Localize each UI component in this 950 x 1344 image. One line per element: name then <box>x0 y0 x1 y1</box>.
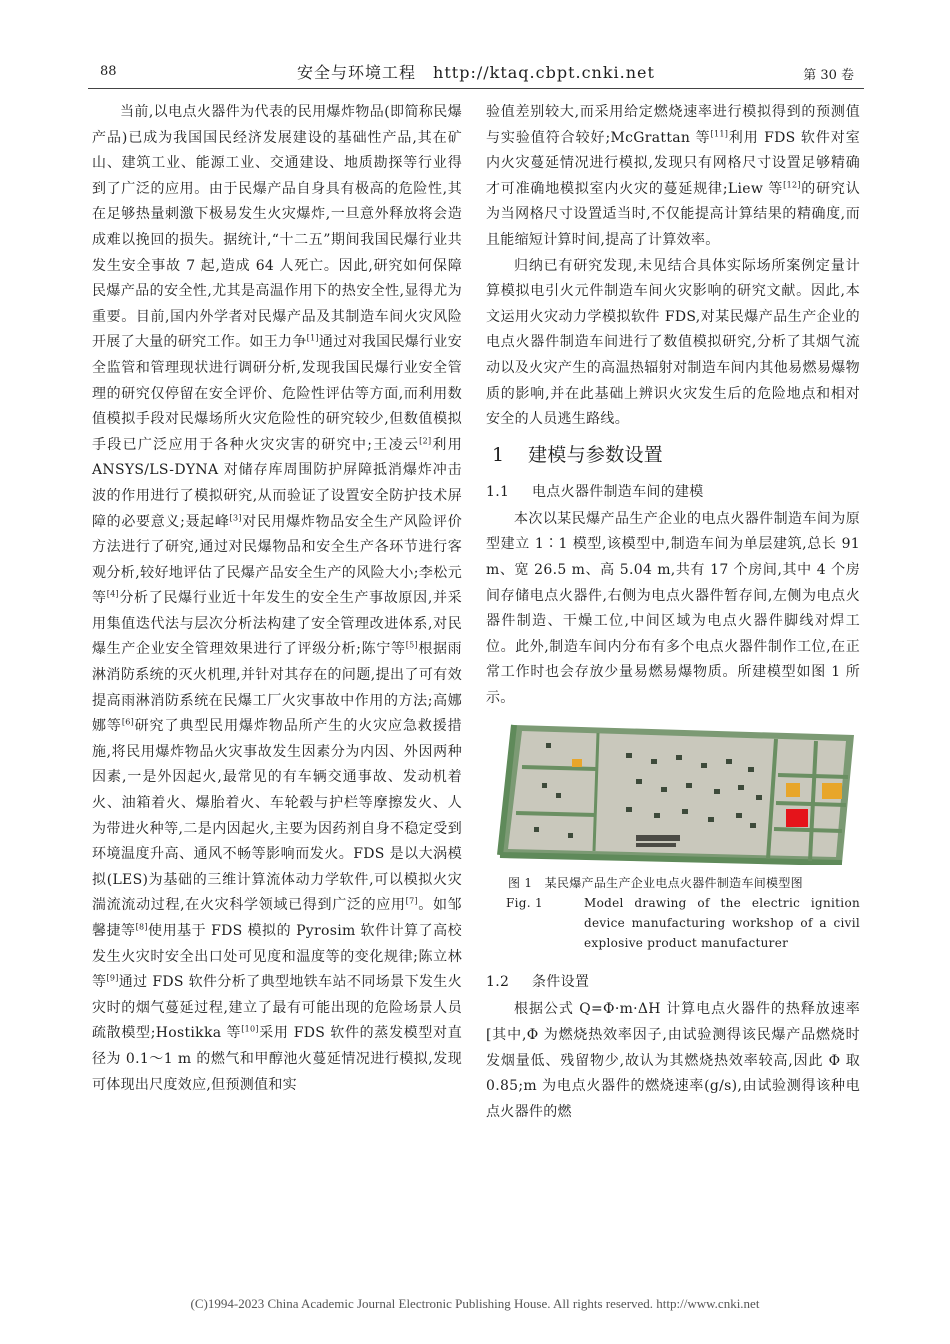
conveyor <box>636 835 680 841</box>
room-wall <box>774 829 842 831</box>
text-run: 通过对我国民爆行业安全监管和管理现状进行调研分析,发现我国民爆行业安全管理的研究仅停留在安全评价、危险性评估等方面,而利用数值模拟手段对民爆场所火灾危险性的研究较少,但数值模拟手段已广泛应用于各种火灾灾害的研究中;王凌云 <box>92 334 463 453</box>
citation-ref: [10] <box>241 1024 259 1034</box>
right-column <box>486 100 860 1125</box>
citation-ref: [11] <box>710 128 729 138</box>
workstation <box>542 783 547 788</box>
workstation <box>676 755 682 760</box>
header-rule <box>88 88 864 89</box>
section-heading <box>486 433 860 477</box>
text-run: 验值差别较大,而采用给定燃烧速率进行模拟得到的预测值与实验值符合较好;McGrattan 等 <box>486 104 860 146</box>
summary-paragraph: 归纳已有研究发现,未见结合具体实际场所案例定量计算模拟电引火元件制造车间火灾影响的研究文献。因此,本文运用火灾动力学模拟软件 FDS,对某民爆产品生产企业的电点火器件制造车间进行了数值模拟研究,分析了其烟气流动以及火灾产生的高温热辐射对制造车间内其他易燃易爆物质的影响,并在此基础上辨识火灾发生后的危险地点和相对安全的人员逃生路线。 <box>486 257 860 428</box>
text-run: 对民用爆炸物品安全生产风险评价方法进行了研究,通过对民爆物品和安全生产各环节进行客观分析,较好地评估了民爆产品安全生产的风险大小;李松元等 <box>92 513 463 607</box>
figure-caption-en-row <box>486 893 860 953</box>
workstation <box>748 767 754 772</box>
workstation <box>626 753 632 758</box>
section-title: 建模与参数设置 <box>528 443 664 466</box>
text-run: 通过 FDS 软件分析了典型地铁车站不同场景下发生火灾时的烟气蔓延过程,建立了最有可能出现的危险场景人员疏散模型;Hostikka 等 <box>92 974 462 1042</box>
room-wall <box>522 767 596 769</box>
workshop-model-figure <box>486 723 860 865</box>
workstation <box>701 763 707 768</box>
subsection-heading <box>486 477 860 507</box>
workstation <box>636 779 642 784</box>
journal-title: 安全与环境工程 http://ktaq.cbpt.cnki.net <box>297 63 655 82</box>
workstation <box>756 795 762 800</box>
citation-ref: [12] <box>783 180 801 190</box>
citation-ref: [5] <box>405 640 418 650</box>
volume-label: 第 30 卷 <box>803 68 854 83</box>
conditions-paragraph: 根据公式 Q=Φ·m·ΔH 计算电点火器件的热释放速率[其中,Φ 为燃烧热效率因子,由试验测得该民爆产品燃烧时发烟量低、残留物少,故认为其燃烧热效率较高,因此 Φ 取 0.85;m 为电点火器件的燃烧速率(g/s),由试验测得该种电点火器件的燃 <box>486 1001 860 1120</box>
workstation <box>534 827 539 832</box>
room-wall <box>778 775 848 777</box>
workstation <box>726 759 732 764</box>
subsection-heading <box>486 967 860 997</box>
workstation <box>750 823 756 828</box>
workstation <box>708 817 714 822</box>
workstation <box>651 759 657 764</box>
text-run: 当前,以电点火器件为代表的民用爆炸物品(即简称民爆产品)已成为我国国民经济发展建设的基础性产品,其在矿山、建筑工业、能源工业、交通建设、地质勘探等行业得到了广泛的应用。由于民爆产品自身具有极高的危险性,其在足够热量刺激下极易发生火灾爆炸,一旦意外释放将会造成难以挽回的损失。据统计,“十二五”期间我国民爆行业共发生安全事故 7 起,造成 64 人死亡。因此,研究如何保障民爆产品的安全性,尤其是高温作用下的热安全性,显得尤为重要。目前,国内外学者对民爆产品及其制造车间火灾风险开展了大量的研究工作。如王力争 <box>92 104 462 351</box>
intro-paragraph-continued <box>486 100 860 254</box>
text-run: 分析了民爆行业近十年发生的安全生产事故原因,并采用集值迭代法与层次分析法构建了安全管理改进体系,对民爆生产企业安全管理效果进行了评级分析;陈宁等 <box>92 590 462 658</box>
page-number: 88 <box>100 64 117 79</box>
workstation <box>686 783 692 788</box>
left-column <box>92 100 462 1098</box>
workstation <box>556 793 561 798</box>
model-paragraph: 本次以某民爆产品生产企业的电点火器件制造车间为原型建立 1∶1 模型,该模型中,制造车间为单层建筑,总长 91 m、宽 26.5 m、高 5.04 m,共有 17 个房间,其中 4 个房间存储电点火器件,右侧为电点火器件暂存间,左侧为电点火器件制造、干燥工位,中间区域为电点火器件脚线对焊工位。此外,制造车间内分布有多个电点火器件制作工位,在正常工作时也会存放少量易燃易爆物质。所建模型如图 1 所示。 <box>486 510 860 706</box>
workstation <box>682 809 688 814</box>
storage-box <box>572 759 582 767</box>
workstation <box>736 813 742 818</box>
subsection-number: 1.1 <box>486 483 510 500</box>
workstation <box>714 789 720 794</box>
conveyor <box>636 843 676 847</box>
figure-caption <box>486 873 860 953</box>
citation-ref: [9] <box>106 973 119 983</box>
text-run: 使用基于 FDS 模拟的 Pyrosim 软件计算了高校发生火灾时安全出口处可见度和温度等的变化规律;陈立林等 <box>92 923 462 991</box>
workstation <box>568 833 573 838</box>
citation-ref: [4] <box>106 589 119 599</box>
citation-ref: [3] <box>229 512 242 522</box>
text-run: 根据雨淋消防系统的灭火机理,并针对其存在的问题,提出了可有效提高雨淋消防系统在民爆工厂火灾事故中作用的方法;高娜娜等 <box>92 641 462 735</box>
workstation <box>654 813 660 818</box>
subsection-title: 电点火器件制造车间的建模 <box>532 483 704 500</box>
workstation <box>738 785 744 790</box>
copyright-footer: (C)1994-2023 China Academic Journal Electronic Publishing House. All rights reserved. http://www.cnki.net <box>190 1296 760 1311</box>
citation-ref: [7] <box>405 896 418 906</box>
text-run: 利用 FDS 软件对室内火灾蔓延情况进行模拟,发现只有网格尺寸设置足够精确才可准确地模拟室内火灾的蔓延规律;Liew 等 <box>486 129 860 197</box>
workstation <box>546 743 551 748</box>
text-run: 采用 FDS 软件的蒸发模型对直径为 0.1～1 m 的燃气和甲醇池火蔓延情况进行模拟,发现可体现出尺度效应,但预测值和实 <box>92 1025 463 1093</box>
citation-ref: [6] <box>121 717 135 727</box>
section-number: 1 <box>492 443 505 466</box>
room-wall <box>776 803 846 805</box>
text-run: 研究了典型民用爆炸物品所产生的火灾应急救援措施,将民用爆炸物品火灾事故发生因素分为内因、外因两种因素,一是外因起火,最常见的有车辆交通事故、发动机着火、油箱着火、爆胎着火、车轮毂与护栏等摩擦发火、人为带进火种等,二是内因起火,主要为因药剂自身不稳定受到环境温度升高、通风不畅等影响而发火。FDS 是以大涡模拟(LES)为基础的三维计算流体动力学软件,可以模拟火灾湍流流动过程,在火灾科学领域已得到广泛的应用 <box>92 718 462 914</box>
intro-paragraph <box>92 100 462 1098</box>
room-wall <box>516 813 596 815</box>
storage-box <box>786 783 800 797</box>
text-run: 。如邹馨捷等 <box>92 897 462 939</box>
text-run: 利用 ANSYS/LS-DYNA 对储存库周围防护屏障抵消爆炸冲击波的作用进行了模拟研究,从而验证了设置安全防护技术屏障的必要意义;聂起峰 <box>92 436 462 530</box>
figure-caption-en-label: Fig. 1 <box>506 896 543 911</box>
subsection-number: 1.2 <box>486 974 510 991</box>
subsection-title: 条件设置 <box>532 974 590 991</box>
workshop-model-drawing <box>486 723 860 865</box>
workstation <box>661 787 667 792</box>
page-header <box>88 60 864 86</box>
workstation <box>626 807 632 812</box>
figure-caption-en: Model drawing of the electric ignition device manufacturing workshop of a civil explosive product manufacturer <box>584 896 860 951</box>
citation-ref: [2] <box>419 436 432 446</box>
citation-ref: [1] <box>306 333 319 343</box>
storage-box <box>822 783 842 799</box>
citation-ref: [8] <box>135 922 148 932</box>
fire-source <box>786 809 808 827</box>
figure-caption-zh: 图 1 某民爆产品生产企业电点火器件制造车间模型图 <box>508 876 803 891</box>
text-run: 的研究认为当网格尺寸设置适当时,不仅能提高计算结果的精确度,而且能缩短计算时间,提高了计算效率。 <box>486 180 861 248</box>
